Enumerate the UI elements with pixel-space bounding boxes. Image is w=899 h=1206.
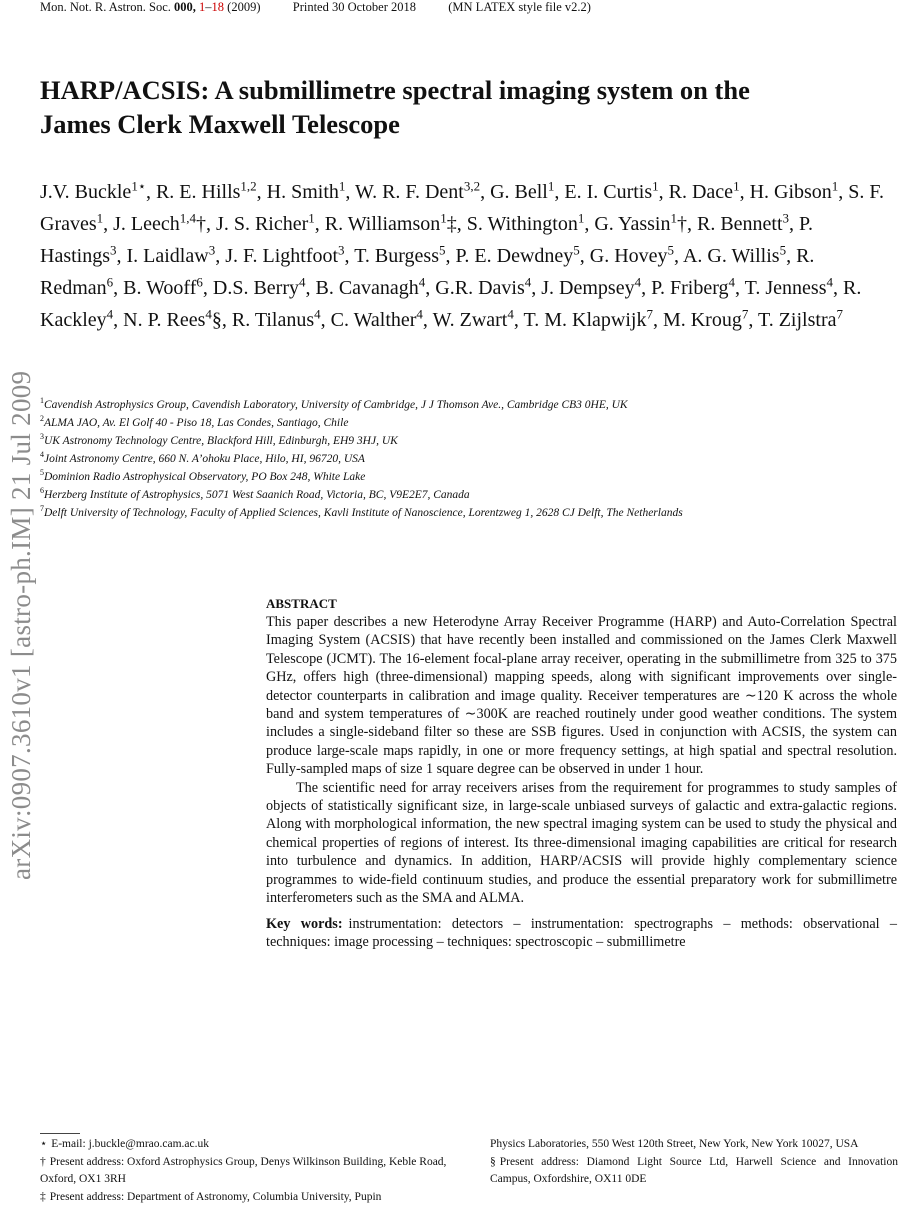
author: [225, 245, 344, 267]
printed-date: Printed 30 October 2018: [293, 0, 416, 14]
author-name: A. G. Willis: [683, 245, 780, 267]
affiliation-number: 5: [40, 468, 44, 477]
author-note-mark: §: [212, 309, 222, 331]
author-affiliation-sup: 1: [832, 178, 839, 193]
footnotes-left: [40, 1136, 460, 1206]
author-name: R. Redman: [40, 245, 814, 299]
footnote-section: [490, 1154, 898, 1189]
author-name: G. Hovey: [590, 245, 668, 267]
author-name: I. Laidlaw: [127, 245, 209, 267]
author-name: P. Hastings: [40, 213, 813, 267]
author-name: J.V. Buckle: [40, 181, 131, 203]
author: [267, 181, 346, 203]
author: [663, 309, 748, 331]
footnote-mark: †: [40, 1156, 46, 1168]
author-name: S. Withington: [467, 213, 578, 235]
author-name: H. Smith: [267, 181, 339, 203]
affiliation: [40, 504, 885, 522]
author-note-mark: †: [196, 213, 206, 235]
author-name: D.S. Berry: [213, 277, 299, 299]
author-affiliation-sup: 4: [826, 274, 833, 289]
author-affiliation-sup: 1: [733, 178, 740, 193]
author-affiliation-sup: 1: [652, 178, 659, 193]
author-name: R. Tilanus: [232, 309, 314, 331]
author-affiliation-sup: 5: [780, 242, 787, 257]
author-affiliation-sup: 6: [107, 274, 114, 289]
footnote-text: Present address: Diamond Light Source Ltd, Harwell Science and Innovation Campus, Oxfordshire, OX11 0DE: [490, 1156, 898, 1186]
footnote-mark: ‡: [40, 1191, 46, 1203]
footnote-email: [40, 1136, 460, 1154]
arxiv-identifier: arXiv:0907.3610v1 [astro-ph.IM] 21 Jul 2009: [6, 371, 37, 880]
footnote-mark: ⋆: [40, 1138, 47, 1150]
author: [456, 245, 580, 267]
page-end-link[interactable]: 18: [212, 0, 225, 14]
author-name: J. F. Lightfoot: [225, 245, 338, 267]
author-affiliation-sup: 1: [548, 178, 555, 193]
author-affiliation-sup: 7: [836, 306, 843, 321]
author-name: J. S. Richer: [216, 213, 308, 235]
author: [683, 245, 786, 267]
page-start-link[interactable]: 1: [199, 0, 205, 14]
affiliation-text: Cavendish Astrophysics Group, Cavendish Laboratory, University of Cambridge, J J Thomson Ave., Cambridge CB3 0HE, UK: [44, 399, 628, 411]
author: [40, 181, 146, 203]
author-name: B. Cavanagh: [315, 277, 418, 299]
author: [113, 213, 206, 235]
author-name: J. Dempsey: [541, 277, 634, 299]
author-note-mark: †: [677, 213, 687, 235]
author-affiliation-sup: 1⋆: [131, 178, 146, 193]
author: [564, 181, 658, 203]
abstract-paragraph-1: This paper describes a new Heterodyne Array Receiver Programme (HARP) and Auto-Correlation Spectral Imaging System (ACSIS) that have recently been installed and commissioned on the James Clerk Maxwell Telescope (JCMT). The 16-element focal-plane array receiver, operating in the submillimetre from 325 to 375 GHz, offers high (three-dimensional) mapping speeds, along with significant improvements over single-detector counterparts in calibration and image quality. Receiver temperatures are ∼120 K across the whole band and system temperatures of ∼300K are reached routinely under good weather conditions. The system includes a single-sideband filter so these are SSB figures. Used in conjunction with ACSIS, the system can produce large-scale maps rapidly, in one or more frequency settings, at high spatial and spectral resolution. Fully-sampled maps of size 1 square degree can be observed in under 1 hour.: [266, 613, 897, 779]
footnote-rule: [40, 1133, 80, 1134]
author-affiliation-sup: 1: [440, 210, 447, 225]
author-affiliation-sup: 4: [507, 306, 514, 321]
affiliation-text: Delft University of Technology, Faculty of Applied Sciences, Kavli Institute of Nanoscience, Lorentzweg 1, 2628 CJ Delft, The Netherlands: [44, 507, 683, 519]
affiliation-number: 2: [40, 414, 44, 423]
author-affiliation-sup: 1: [97, 210, 104, 225]
author-affiliation-sup: 3: [209, 242, 216, 257]
abstract-paragraph-2: The scientific need for array receivers arises from the requirement for programmes to study samples of objects of statistically significant size, in large-scale unbiased surveys of galactic and extra-galactic regions. Along with morphological information, the new spectral imaging system can be used to study the physical and chemical properties of regions of interest. Its three-dimensional imaging capabilities are critical for research into turbulence and dynamics. In addition, HARP/ACSIS will provide highly complementary science programmes to wide-field continuum studies, and produce the essential preparatory work for submillimetre interferometers such as the SMA and ALMA.: [266, 779, 897, 908]
keywords-text: instrumentation: detectors – instrumentation: spectrographs – methods: observational – techniques: image processing – techniques: spectroscopic – submillimetre: [266, 916, 897, 950]
journal-year: (2009): [227, 0, 260, 14]
footnote-mark: §: [490, 1156, 496, 1168]
author-name: G. Yassin: [594, 213, 670, 235]
keywords: [266, 915, 897, 952]
author-name: W. R. F. Dent: [355, 181, 464, 203]
author: [315, 277, 425, 299]
author-name: T. Jenness: [745, 277, 827, 299]
affiliation-number: 1: [40, 396, 44, 405]
author-affiliation-sup: 4: [205, 306, 212, 321]
author: [590, 245, 674, 267]
title-line-1: HARP/ACSIS: A submillimetre spectral imaging system on the: [40, 73, 880, 107]
author-name: P. Friberg: [651, 277, 728, 299]
footnote-dagger: [40, 1154, 460, 1189]
author-name: C. Walther: [331, 309, 417, 331]
affiliation-text: Herzberg Institute of Astrophysics, 5071 West Saanich Road, Victoria, BC, V9E2E7, Canada: [44, 489, 470, 501]
author-note-mark: ‡: [447, 213, 457, 235]
abstract-heading: ABSTRACT: [266, 595, 897, 613]
author-affiliation-sup: 4: [729, 274, 736, 289]
paper-title: [40, 73, 880, 141]
author-name: R. E. Hills: [156, 181, 240, 203]
author: [758, 309, 843, 331]
author-name: P. E. Dewdney: [456, 245, 574, 267]
title-line-2: James Clerk Maxwell Telescope: [40, 107, 880, 141]
author: [354, 245, 445, 267]
author-name: R. Dace: [669, 181, 733, 203]
author: [325, 213, 457, 235]
footnote-ddagger-continued: Physics Laboratories, 550 West 120th Street, New York, New York 10027, USA: [490, 1136, 898, 1154]
author-affiliation-sup: 3: [783, 210, 790, 225]
author: [524, 309, 653, 331]
author-name: W. Zwart: [433, 309, 508, 331]
affiliation: [40, 468, 885, 486]
author-affiliation-sup: 6: [196, 274, 203, 289]
author-affiliation-sup: 4: [419, 274, 426, 289]
running-header: [40, 0, 591, 15]
email-text[interactable]: E-mail: j.buckle@mrao.cam.ac.uk: [51, 1138, 209, 1150]
author-name: J. Leech: [113, 213, 180, 235]
author-affiliation-sup: 3,2: [464, 178, 480, 193]
author-name: T. M. Klapwijk: [524, 309, 647, 331]
author-affiliation-sup: 1: [578, 210, 585, 225]
footnote-text: Present address: Oxford Astrophysics Group, Denys Wilkinson Building, Keble Road, Oxford, OX1 3RH: [40, 1156, 446, 1186]
affiliation: [40, 414, 885, 432]
author-list: J.V. Buckle$^{1⋆}$, R. E. Hills$^{1,2}$, H. Smith$^1$, W. R. F. Dent$^{3,2}$, G. Bell$^1$, E. I. Curtis$^1$, R. Dace$^1$, H. Gibson$^1$, S. F. Graves$^1$, J. Leech$^{1,4}$†, J. S. Richer$^1$, R. Williamson$^1$‡, S. Withington$^1$, G. Yassin$^1$†, R. Bennett$^3$, P. Hastings$^3$, I. Laidlaw$^3$, J. F. Lightfoot$^3$, T. Burgess$^5$, P. E. Dewdney$^5$, G. Hovey$^5$, A. G. Willis$^5$, R. Redman$^6$, B. Wooff$^6$, D.S. Berry$^4$, B. Cavanagh$^4$, G.R. Davis$^4$, J. Dempsey$^4$, P. Friberg$^4$, T. Jenness$^4$, R. Kackley$^4$, N. P. Rees$^4$§, R. Tilanus$^4$, C. Walther$^4$, W. Zwart$^4$, T. M. Klapwijk$^7$, M. Kroug$^7$, T. Zijlstra$^7$: [40, 176, 885, 336]
author: [127, 245, 216, 267]
author: [355, 181, 480, 203]
author: [669, 181, 740, 203]
author: [594, 213, 687, 235]
affiliation-number: 3: [40, 432, 44, 441]
author-name: M. Kroug: [663, 309, 742, 331]
affiliation-number: 4: [40, 450, 44, 459]
page-range-separator: –: [205, 0, 211, 14]
journal-volume: 000,: [174, 0, 196, 14]
author-affiliation-sup: 7: [742, 306, 749, 321]
affiliation-text: Dominion Radio Astrophysical Observatory, PO Box 248, White Lake: [44, 471, 365, 483]
author: [213, 277, 306, 299]
author-affiliation-sup: 1: [670, 210, 677, 225]
author-name: G. Bell: [490, 181, 548, 203]
author-affiliation-sup: 4: [525, 274, 532, 289]
author-affiliation-sup: 3: [338, 242, 345, 257]
affiliation: [40, 432, 885, 450]
affiliation: [40, 486, 885, 504]
author-affiliation-sup: 5: [573, 242, 580, 257]
author: [216, 213, 315, 235]
affiliation-text: Joint Astronomy Centre, 660 N. A’ohoku Place, Hilo, HI, 96720, USA: [44, 453, 365, 465]
author-name: R. Kackley: [40, 277, 861, 331]
author-affiliation-sup: 5: [668, 242, 675, 257]
affiliation-text: ALMA JAO, Av. El Golf 40 - Piso 18, Las Condes, Santiago, Chile: [44, 417, 348, 429]
author-affiliation-sup: 3: [110, 242, 117, 257]
footnote-text: Present address: Department of Astronomy, Columbia University, Pupin: [50, 1191, 382, 1203]
author: [433, 309, 514, 331]
author: [750, 181, 839, 203]
author: [123, 277, 203, 299]
author-name: B. Wooff: [123, 277, 196, 299]
author-affiliation-sup: 1,2: [240, 178, 256, 193]
author-affiliation-sup: 1: [308, 210, 315, 225]
author-name: G.R. Davis: [435, 277, 524, 299]
affiliation-text: UK Astronomy Technology Centre, Blackford Hill, Edinburgh, EH9 3HJ, UK: [44, 435, 398, 447]
style-file-note: (MN LATEX style file v2.2): [448, 0, 591, 14]
author-affiliation-sup: 4: [635, 274, 642, 289]
author-affiliation-sup: 4: [107, 306, 114, 321]
keywords-label: Key words:: [266, 916, 343, 932]
footnotes-right: [490, 1136, 898, 1189]
abstract-section: [266, 595, 897, 951]
author-name: R. Bennett: [697, 213, 783, 235]
journal-name: Mon. Not. R. Astron. Soc.: [40, 0, 171, 14]
author-affiliation-sup: 4: [299, 274, 306, 289]
author-name: T. Burgess: [354, 245, 439, 267]
affiliation-number: 6: [40, 486, 44, 495]
author: [651, 277, 735, 299]
author-name: N. P. Rees: [123, 309, 205, 331]
author: [331, 309, 423, 331]
author: [156, 181, 257, 203]
author-name: R. Williamson: [325, 213, 441, 235]
author-affiliation-sup: 4: [314, 306, 321, 321]
author-name: S. F. Graves: [40, 181, 884, 235]
author-affiliation-sup: 1: [339, 178, 346, 193]
author: [697, 213, 789, 235]
affiliation-list: [40, 396, 885, 522]
affiliation: [40, 450, 885, 468]
author: [232, 309, 321, 331]
author-name: E. I. Curtis: [564, 181, 652, 203]
author-name: T. Zijlstra: [758, 309, 837, 331]
author: [467, 213, 585, 235]
footnote-ddagger: [40, 1189, 460, 1206]
author-name: H. Gibson: [750, 181, 832, 203]
author-affiliation-sup: 5: [439, 242, 446, 257]
author-affiliation-sup: 4: [416, 306, 423, 321]
author: [123, 309, 222, 331]
author-affiliation-sup: 7: [646, 306, 653, 321]
author: [490, 181, 554, 203]
author-affiliation-sup: 1,4: [180, 210, 196, 225]
author: [435, 277, 531, 299]
affiliation: [40, 396, 885, 414]
author: [541, 277, 641, 299]
affiliation-number: 7: [40, 504, 44, 513]
author: [745, 277, 833, 299]
